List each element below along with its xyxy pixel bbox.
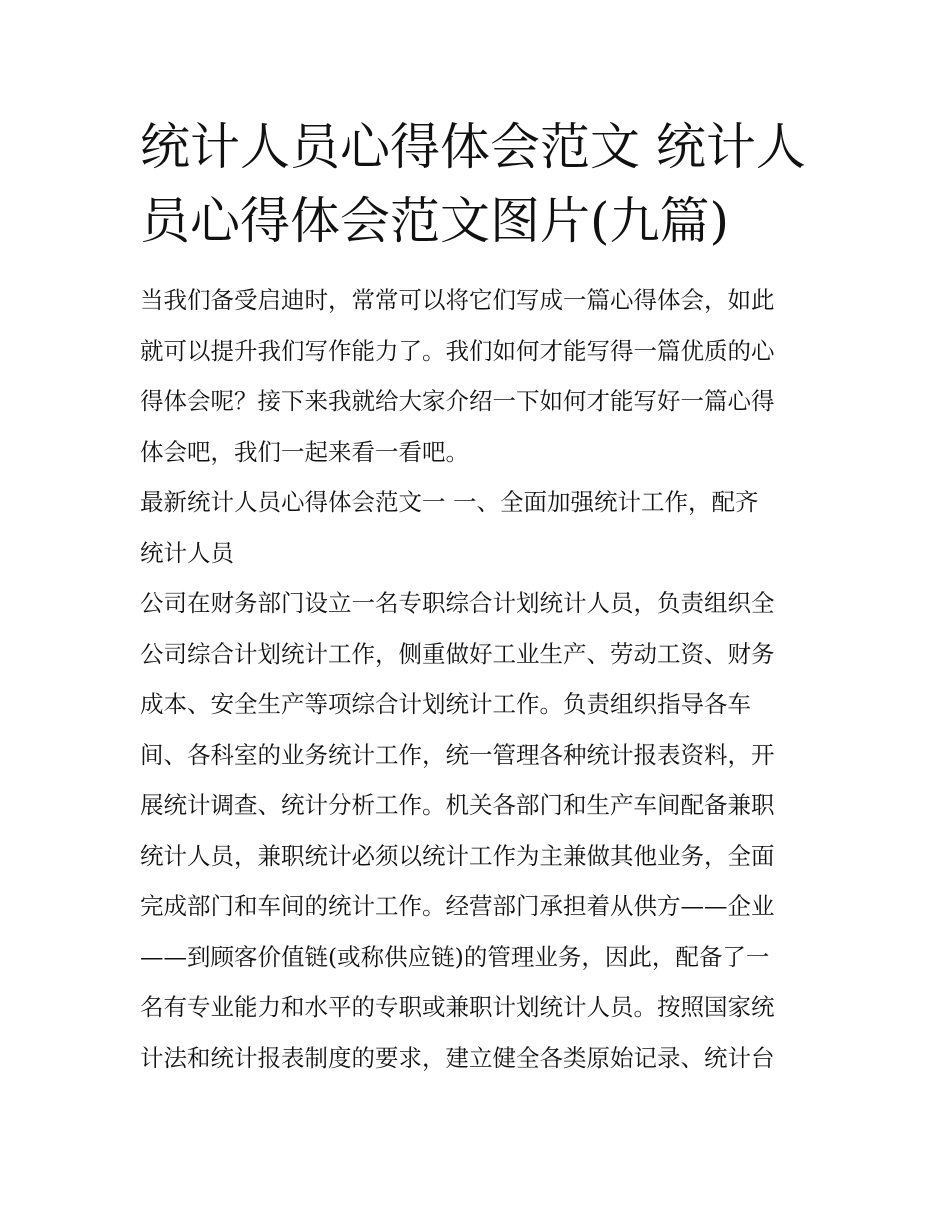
body-line: 名有专业能力和水平的专职或兼职计划统计人员。按照国家统 <box>140 993 775 1021</box>
body-line: 公司在财务部门设立一名专职综合计划统计人员，负责组织全 <box>140 589 775 617</box>
body-line: ——到顾客价值链(或称供应链)的管理业务，因此，配备了一 <box>140 942 770 971</box>
title-line: 员心得体会范文图片(九篇) <box>140 192 730 250</box>
body-line: 体会吧，我们一起来看一看吧。 <box>140 437 469 466</box>
body-line: 间、各科室的业务统计工作，统一管理各种统计报表资料，开 <box>140 740 775 769</box>
body-line: 成本、安全生产等项综合计划统计工作。负责组织指导各车 <box>140 690 751 718</box>
document-title <box>140 110 820 258</box>
body-line: 得体会呢？接下来我就给大家介绍一下如何才能写好一篇心得 <box>140 387 775 415</box>
body-line: 统计人员 <box>140 538 234 567</box>
document-body <box>140 275 820 1083</box>
body-line: 就可以提升我们写作能力了。我们如何才能写得一篇优质的心 <box>140 336 775 365</box>
body-line: 最新统计人员心得体会范文一 一、全面加强统计工作，配齐 <box>140 488 759 516</box>
body-line: 当我们备受启迪时，常常可以将它们写成一篇心得体会，如此 <box>140 286 775 314</box>
title-line: 统计人员心得体会范文 统计人 <box>140 118 806 176</box>
body-line: 公司综合计划统计工作，侧重做好工业生产、劳动工资、财务 <box>140 639 775 668</box>
body-line: 统计人员，兼职统计必须以统计工作为主兼做其他业务，全面 <box>140 841 775 870</box>
body-line: 完成部门和车间的统计工作。经营部门承担着从供方——企业 <box>140 892 775 920</box>
body-line: 计法和统计报表制度的要求，建立健全各类原始记录、统计台 <box>140 1043 775 1072</box>
body-line: 展统计调查、统计分析工作。机关各部门和生产车间配备兼职 <box>140 791 775 819</box>
